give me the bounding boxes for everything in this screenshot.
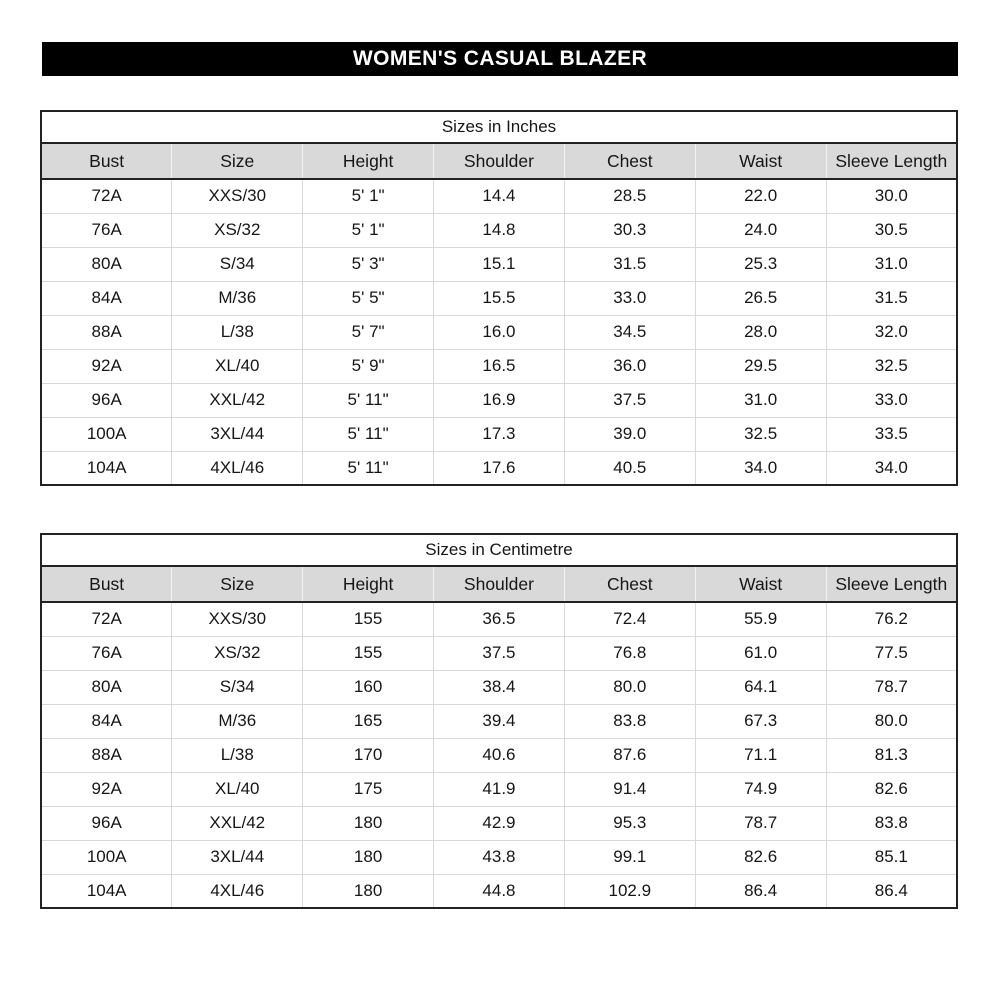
table-cell: 31.5 bbox=[564, 247, 695, 281]
table-cell: 99.1 bbox=[564, 840, 695, 874]
table-cell: XXS/30 bbox=[172, 602, 303, 636]
table-cell: 91.4 bbox=[564, 772, 695, 806]
table-cell: 165 bbox=[303, 704, 434, 738]
table-row bbox=[41, 840, 957, 874]
table-cell: L/38 bbox=[172, 738, 303, 772]
table-cell: 83.8 bbox=[826, 806, 957, 840]
table-row bbox=[41, 636, 957, 670]
table-cell: 72A bbox=[41, 602, 172, 636]
table-cell: S/34 bbox=[172, 670, 303, 704]
table-cell: 41.9 bbox=[434, 772, 565, 806]
table-cell: 84A bbox=[41, 704, 172, 738]
table-cell: 170 bbox=[303, 738, 434, 772]
table-cell: 78.7 bbox=[826, 670, 957, 704]
table-cell: 85.1 bbox=[826, 840, 957, 874]
table-cell: 5' 9" bbox=[303, 349, 434, 383]
column-header: Waist bbox=[695, 566, 826, 602]
table-cell: 180 bbox=[303, 806, 434, 840]
table-cell: XS/32 bbox=[172, 213, 303, 247]
table-cell: 15.1 bbox=[434, 247, 565, 281]
size-table-centimetre bbox=[40, 533, 958, 909]
table-cell: 33.0 bbox=[564, 281, 695, 315]
table-row bbox=[41, 602, 957, 636]
table-cell: 95.3 bbox=[564, 806, 695, 840]
table-cell: 5' 7" bbox=[303, 315, 434, 349]
table-row bbox=[41, 349, 957, 383]
table-cell: 30.5 bbox=[826, 213, 957, 247]
table-cell: 30.3 bbox=[564, 213, 695, 247]
table-cell: 74.9 bbox=[695, 772, 826, 806]
table-cell: 25.3 bbox=[695, 247, 826, 281]
table-row bbox=[41, 772, 957, 806]
product-title: WOMEN'S CASUAL BLAZER bbox=[352, 47, 648, 70]
column-header: Waist bbox=[695, 143, 826, 179]
table-cell: 80A bbox=[41, 670, 172, 704]
column-header: Size bbox=[172, 143, 303, 179]
column-header: Bust bbox=[41, 143, 172, 179]
table-cell: 92A bbox=[41, 349, 172, 383]
table-cell: 32.5 bbox=[826, 349, 957, 383]
table-cell: 31.5 bbox=[826, 281, 957, 315]
table-cell: 100A bbox=[41, 840, 172, 874]
table-cell: 30.0 bbox=[826, 179, 957, 213]
table-cell: 71.1 bbox=[695, 738, 826, 772]
table-cell: 38.4 bbox=[434, 670, 565, 704]
table-cell: 17.3 bbox=[434, 417, 565, 451]
table-cell: 104A bbox=[41, 874, 172, 908]
table-row bbox=[41, 417, 957, 451]
table-cell: XS/32 bbox=[172, 636, 303, 670]
table-cell: 80.0 bbox=[826, 704, 957, 738]
table-row bbox=[41, 281, 957, 315]
table-cell: 42.9 bbox=[434, 806, 565, 840]
table-cell: 33.5 bbox=[826, 417, 957, 451]
table-cell: 22.0 bbox=[695, 179, 826, 213]
table-cell: 29.5 bbox=[695, 349, 826, 383]
table-cell: 61.0 bbox=[695, 636, 826, 670]
column-header: Sleeve Length bbox=[826, 566, 957, 602]
table-cell: 80A bbox=[41, 247, 172, 281]
table-row bbox=[41, 806, 957, 840]
table-cell: XL/40 bbox=[172, 772, 303, 806]
table-row bbox=[41, 383, 957, 417]
table-cell: 77.5 bbox=[826, 636, 957, 670]
table-cell: XL/40 bbox=[172, 349, 303, 383]
table-cell: 5' 11" bbox=[303, 417, 434, 451]
table-cell: 86.4 bbox=[826, 874, 957, 908]
table-cell: 180 bbox=[303, 840, 434, 874]
table-cell: 102.9 bbox=[564, 874, 695, 908]
table-cell: 104A bbox=[41, 451, 172, 485]
column-header: Bust bbox=[41, 566, 172, 602]
column-header: Shoulder bbox=[434, 566, 565, 602]
table-cell: 160 bbox=[303, 670, 434, 704]
table-cell: 155 bbox=[303, 602, 434, 636]
table-cell: 155 bbox=[303, 636, 434, 670]
table-cell: 36.5 bbox=[434, 602, 565, 636]
table-cell: 96A bbox=[41, 383, 172, 417]
table-cell: 82.6 bbox=[826, 772, 957, 806]
table-cell: 100A bbox=[41, 417, 172, 451]
table-cell: 24.0 bbox=[695, 213, 826, 247]
table-cell: 92A bbox=[41, 772, 172, 806]
table-cell: 175 bbox=[303, 772, 434, 806]
table-row bbox=[41, 704, 957, 738]
table-cell: 17.6 bbox=[434, 451, 565, 485]
column-header: Sleeve Length bbox=[826, 143, 957, 179]
table-row bbox=[41, 451, 957, 485]
table-cell: 88A bbox=[41, 315, 172, 349]
table-cell: 32.5 bbox=[695, 417, 826, 451]
table-row bbox=[41, 874, 957, 908]
table-cell: 28.0 bbox=[695, 315, 826, 349]
table-cell: 37.5 bbox=[434, 636, 565, 670]
table-cell: 14.4 bbox=[434, 179, 565, 213]
table-row bbox=[41, 315, 957, 349]
table-cell: 26.5 bbox=[695, 281, 826, 315]
table-cell: 67.3 bbox=[695, 704, 826, 738]
table-cell: 64.1 bbox=[695, 670, 826, 704]
table-cell: 5' 5" bbox=[303, 281, 434, 315]
table-row bbox=[41, 670, 957, 704]
table-cell: 44.8 bbox=[434, 874, 565, 908]
table-cell: 40.6 bbox=[434, 738, 565, 772]
table-cell: 5' 3" bbox=[303, 247, 434, 281]
column-header: Size bbox=[172, 566, 303, 602]
table-cell: 72A bbox=[41, 179, 172, 213]
table-cell: 80.0 bbox=[564, 670, 695, 704]
table-cell: 78.7 bbox=[695, 806, 826, 840]
table-cell: 39.0 bbox=[564, 417, 695, 451]
table-cell: 34.0 bbox=[695, 451, 826, 485]
table-cell: 86.4 bbox=[695, 874, 826, 908]
table-cell: 39.4 bbox=[434, 704, 565, 738]
table-cell: 5' 1" bbox=[303, 213, 434, 247]
size-table-inches bbox=[40, 110, 958, 486]
table-row bbox=[41, 179, 957, 213]
table-cell: 76.2 bbox=[826, 602, 957, 636]
table-title: Sizes in Centimetre bbox=[41, 534, 957, 566]
table-cell: 36.0 bbox=[564, 349, 695, 383]
table-cell: 76A bbox=[41, 636, 172, 670]
table-cell: 28.5 bbox=[564, 179, 695, 213]
table-cell: 87.6 bbox=[564, 738, 695, 772]
table-cell: 4XL/46 bbox=[172, 874, 303, 908]
table-cell: 3XL/44 bbox=[172, 417, 303, 451]
table-cell: 55.9 bbox=[695, 602, 826, 636]
table-cell: 82.6 bbox=[695, 840, 826, 874]
table-cell: 5' 11" bbox=[303, 383, 434, 417]
table-cell: 15.5 bbox=[434, 281, 565, 315]
table-cell: M/36 bbox=[172, 281, 303, 315]
table-cell: 32.0 bbox=[826, 315, 957, 349]
column-header: Shoulder bbox=[434, 143, 565, 179]
table-cell: 16.9 bbox=[434, 383, 565, 417]
table-cell: 16.0 bbox=[434, 315, 565, 349]
table-cell: 34.5 bbox=[564, 315, 695, 349]
table-cell: 88A bbox=[41, 738, 172, 772]
table-cell: 84A bbox=[41, 281, 172, 315]
table-cell: 31.0 bbox=[826, 247, 957, 281]
table-cell: 14.8 bbox=[434, 213, 565, 247]
table-cell: 5' 11" bbox=[303, 451, 434, 485]
table-cell: S/34 bbox=[172, 247, 303, 281]
table-cell: XXL/42 bbox=[172, 383, 303, 417]
product-title-bar bbox=[42, 42, 958, 76]
table-title: Sizes in Inches bbox=[41, 111, 957, 143]
table-cell: 43.8 bbox=[434, 840, 565, 874]
table-cell: 72.4 bbox=[564, 602, 695, 636]
table-cell: 16.5 bbox=[434, 349, 565, 383]
column-header: Chest bbox=[564, 143, 695, 179]
table-cell: 96A bbox=[41, 806, 172, 840]
table-row bbox=[41, 247, 957, 281]
table-cell: 5' 1" bbox=[303, 179, 434, 213]
table-cell: L/38 bbox=[172, 315, 303, 349]
table-cell: 81.3 bbox=[826, 738, 957, 772]
table-cell: 83.8 bbox=[564, 704, 695, 738]
table-cell: 76.8 bbox=[564, 636, 695, 670]
table-cell: 180 bbox=[303, 874, 434, 908]
column-header: Chest bbox=[564, 566, 695, 602]
table-cell: 34.0 bbox=[826, 451, 957, 485]
table-row bbox=[41, 213, 957, 247]
table-cell: 4XL/46 bbox=[172, 451, 303, 485]
table-cell: XXS/30 bbox=[172, 179, 303, 213]
table-cell: 40.5 bbox=[564, 451, 695, 485]
table-cell: 31.0 bbox=[695, 383, 826, 417]
table-cell: XXL/42 bbox=[172, 806, 303, 840]
column-header: Height bbox=[303, 566, 434, 602]
table-row bbox=[41, 738, 957, 772]
table-cell: 37.5 bbox=[564, 383, 695, 417]
table-cell: 3XL/44 bbox=[172, 840, 303, 874]
table-cell: 33.0 bbox=[826, 383, 957, 417]
table-cell: M/36 bbox=[172, 704, 303, 738]
table-cell: 76A bbox=[41, 213, 172, 247]
column-header: Height bbox=[303, 143, 434, 179]
